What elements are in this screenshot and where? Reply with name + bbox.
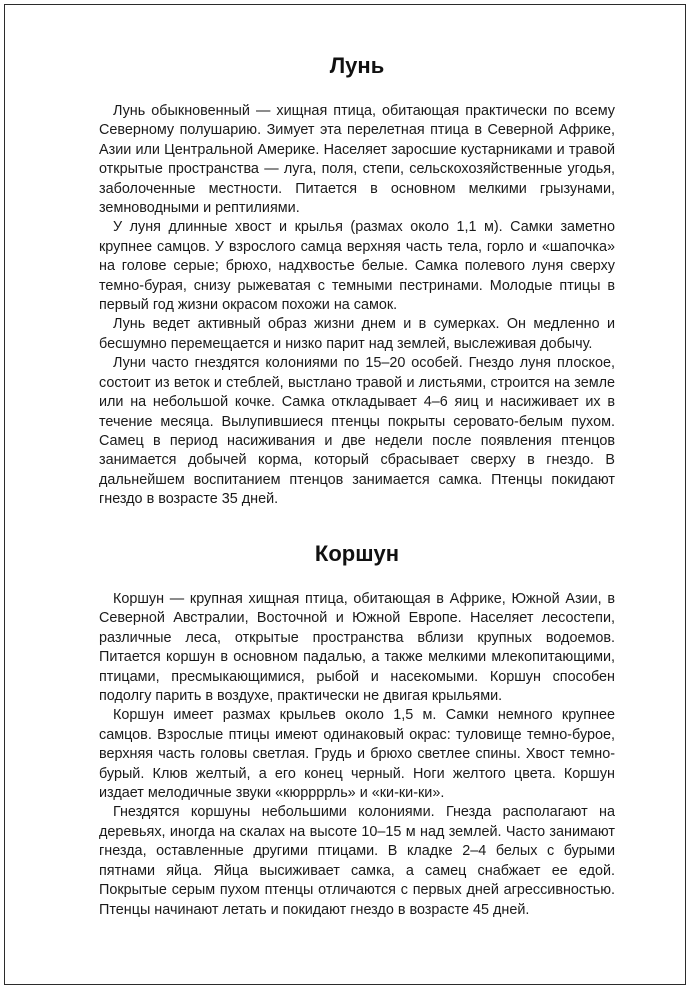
paragraph: Гнездятся коршуны небольшими колониями. Гнезда располагают на деревьях, иногда на скалах на высоте 10–15 м над землей. Часто занимают гнезда, оставленные другими птицами. В кладке 2–4 белых с бурыми пятнами яйца. Яйца высиживает самка, а самец снабжает ее едой. Покрытые серым пухом птенцы отличаются с первых дней агрессивностью. Птенцы начинают летать и покидают гнездо в возрасте 45 дней.	[99, 804, 615, 918]
article-kite	[99, 539, 615, 920]
paragraph: Лунь ведет активный образ жизни днем и в сумерках. Он медленно и бесшумно перемещается и низко парит над землей, выслеживая добычу.	[99, 316, 615, 352]
page-frame	[4, 4, 686, 985]
paragraph: У луня длинные хвост и крылья (размах около 1,1 м). Самки заметно крупнее самцов. У взрослого самца верхняя часть тела, горло и «шапочка» на голове серые; брюхо, надхвостье белые. Самка полевого луня сверху темно-бурая, снизу рыжеватая с темными пестринами. Молодые птицы в первый год жизни окрасом похожи на самок.	[99, 219, 615, 314]
paragraph: Лунь обыкновенный — хищная птица, обитающая практически по всему Северному полушарию. Зимует эта перелетная птица в Северной Африке, Азии или Центральной Америке. Населяет заросшие кустарниками и травой открытые пространства — луга, поля, степи, сельскохозяйственные угодья, заболоченные местности. Питается в основном мелкими грызунами, земноводными и рептилиями.	[99, 103, 615, 217]
article-title: Коршун	[314, 541, 400, 566]
paragraph: Коршун имеет размах крыльев около 1,5 м. Самки немного крупнее самцов. Взрослые птицы имеют одинаковый окрас: туловище темно-бурое, верхняя часть головы светлая. Грудь и брюхо светлее спины. Хвост темно-бурый. Клюв желтый, а его конец черный. Ноги желтого цвета. Коршун издает мелодичные звуки «кюррррль» и «ки-ки-ки».	[99, 707, 615, 802]
paragraph: Коршун — крупная хищная птица, обитающая в Африке, Южной Азии, в Северной Австралии, Восточной и Южной Европе. Населяет лесостепи, различные леса, открытые пространства вблизи крупных водоемов. Питается коршун в основном падалью, а также мелкими млекопитающими, птицами, пресмыкающимися, рыбой и насекомыми. Коршун способен подолгу парить в воздухе, практически не двигая крыльями.	[99, 591, 615, 705]
article-title: Лунь	[329, 53, 385, 78]
article-harrier	[99, 51, 615, 510]
paragraph: Луни часто гнездятся колониями по 15–20 особей. Гнездо луня плоское, состоит из веток и стеблей, выстлано травой и листьями, строится на земле или на небольшой кочке. Самка откладывает 4–6 яиц и насиживает их в течение месяца. Вылупившиеся птенцы покрыты серовато-белым пухом. Самец в период насиживания и две недели после появления птенцов занимается добычей корма, который сбрасывает сверху в гнездо. В дальнейшем воспитанием птенцов занимается самка. Птенцы покидают гнездо в возрасте 35 дней.	[99, 355, 615, 508]
